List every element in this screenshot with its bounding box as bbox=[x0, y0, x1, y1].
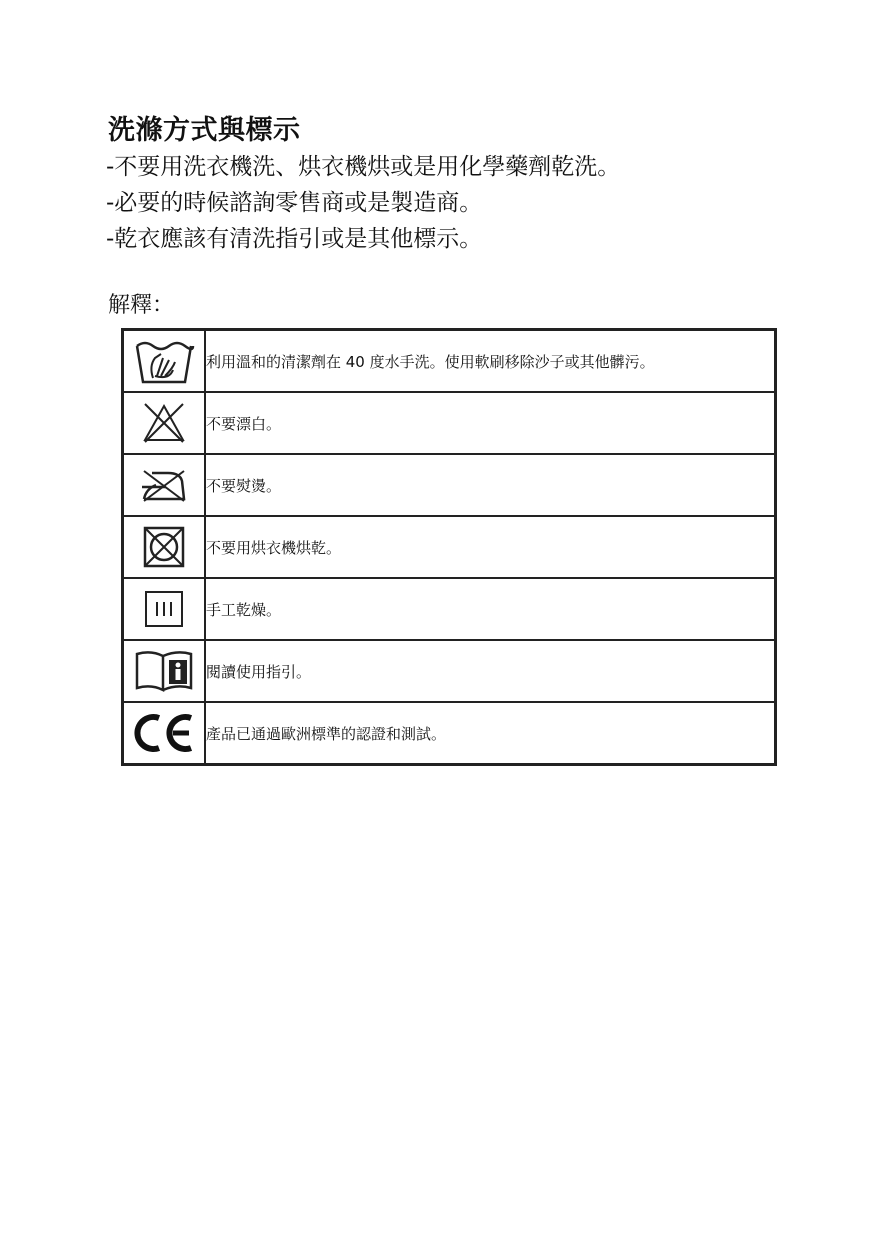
page-title: 洗滌方式與標示 bbox=[108, 115, 301, 146]
table-row bbox=[123, 578, 776, 640]
table-row bbox=[123, 640, 776, 702]
table-row bbox=[123, 392, 776, 454]
care-symbol-table bbox=[121, 328, 777, 766]
no-iron-icon bbox=[138, 465, 190, 505]
legend-text: 閱讀使用指引。 bbox=[205, 640, 776, 702]
explanation-label: 解釋： bbox=[108, 293, 175, 318]
legend-text: 利用溫和的清潔劑在 40 度水手洗。使用軟刷移除沙子或其他髒污。 bbox=[205, 330, 776, 393]
instruction-line-2: -必要的時候諮詢零售商或是製造商。 bbox=[106, 190, 483, 216]
table-row bbox=[123, 454, 776, 516]
table-row bbox=[123, 516, 776, 578]
instruction-line-3: -乾衣應該有清洗指引或是其他標示。 bbox=[106, 226, 483, 252]
drip-dry-icon bbox=[143, 589, 185, 629]
legend-text: 不要熨燙。 bbox=[205, 454, 776, 516]
no-tumble-dry-icon bbox=[141, 524, 187, 570]
legend-text: 不要漂白。 bbox=[205, 392, 776, 454]
table-row bbox=[123, 702, 776, 765]
no-bleach-icon bbox=[139, 400, 189, 446]
legend-text: 產品已通過歐洲標準的認證和測試。 bbox=[205, 702, 776, 765]
read-instructions-icon bbox=[133, 648, 195, 694]
instruction-line-1: -不要用洗衣機洗、烘衣機烘或是用化學藥劑乾洗。 bbox=[106, 154, 621, 180]
hand-wash-icon bbox=[133, 336, 195, 386]
legend-text: 手工乾燥。 bbox=[205, 578, 776, 640]
table-row bbox=[123, 330, 776, 393]
legend-text: 不要用烘衣機烘乾。 bbox=[205, 516, 776, 578]
ce-mark-icon bbox=[131, 710, 197, 756]
